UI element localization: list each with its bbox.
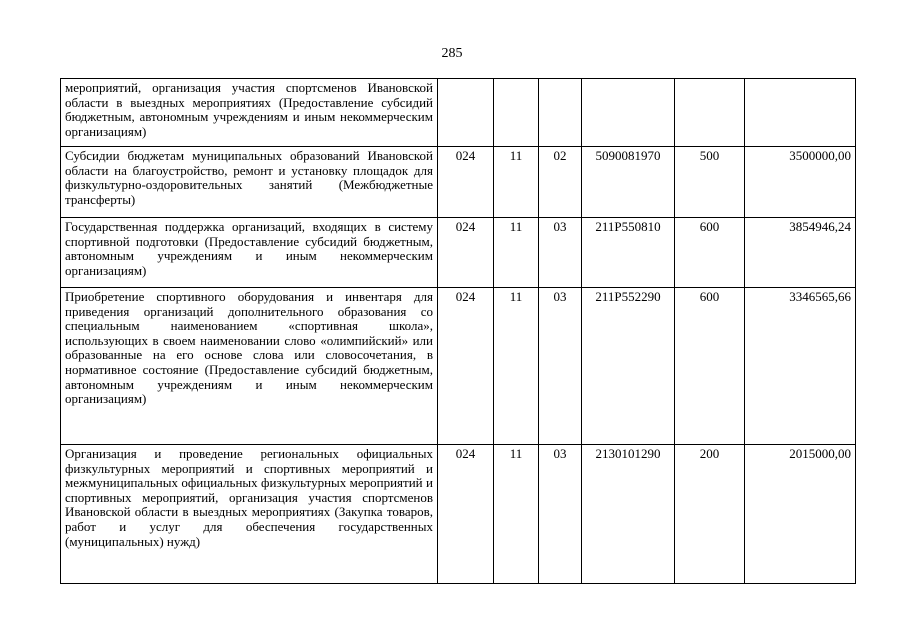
amount (745, 79, 856, 147)
row-description: Приобретение спортивного оборудования и инвентаря для приведения организаций дополнительного образования со специальным наименованием «спортивная школа», использующих в своем наименовании слово «олимпийский» или образованные на его основе слова или словосочетания, в нормативное состояние (Предоставление субсидий бюджетным, автономным учреждениям и иным некоммерческим организациям) (61, 288, 438, 445)
section-code: 11 (494, 445, 539, 584)
row-description: мероприятий, организация участия спортсменов Ивановской области в выездных мероприятиях (Предоставление субсидий бюджетным, автономным учреждениям и иным некоммерческим организациям) (61, 79, 438, 147)
table-row (61, 218, 856, 288)
amount: 2015000,00 (745, 445, 856, 584)
table-row (61, 288, 856, 445)
target-code: 5090081970 (582, 147, 675, 218)
expense-type-code: 600 (675, 288, 745, 445)
row-description: Организация и проведение региональных официальных физкультурных мероприятий и спортивных мероприятий и межмуниципальных официальных физкультурных мероприятий и спортивных мероприятий, организация участия спортсменов Ивановской области в выездных мероприятиях (Закупка товаров, работ и услуг для обеспечения государственных (муниципальных) нужд) (61, 445, 438, 584)
table-row (61, 79, 856, 147)
section-code (494, 79, 539, 147)
ministry-code: 024 (438, 147, 494, 218)
expense-type-code: 500 (675, 147, 745, 218)
amount: 3854946,24 (745, 218, 856, 288)
ministry-code (438, 79, 494, 147)
subsection-code: 03 (539, 445, 582, 584)
row-description: Субсидии бюджетам муниципальных образований Ивановской области на благоустройство, ремонт и установку площадок для физкультурно-оздоровительных занятий (Межбюджетные трансферты) (61, 147, 438, 218)
ministry-code: 024 (438, 218, 494, 288)
expense-type-code: 200 (675, 445, 745, 584)
subsection-code (539, 79, 582, 147)
section-code: 11 (494, 218, 539, 288)
table-row (61, 147, 856, 218)
ministry-code: 024 (438, 288, 494, 445)
page-number: 285 (441, 46, 463, 61)
target-code: 211Р550810 (582, 218, 675, 288)
target-code: 2130101290 (582, 445, 675, 584)
target-code: 211Р552290 (582, 288, 675, 445)
amount: 3346565,66 (745, 288, 856, 445)
subsection-code: 03 (539, 218, 582, 288)
target-code (582, 79, 675, 147)
ministry-code: 024 (438, 445, 494, 584)
budget-table (60, 78, 856, 584)
subsection-code: 02 (539, 147, 582, 218)
section-code: 11 (494, 147, 539, 218)
section-code: 11 (494, 288, 539, 445)
table-row (61, 445, 856, 584)
expense-type-code: 600 (675, 218, 745, 288)
subsection-code: 03 (539, 288, 582, 445)
expense-type-code (675, 79, 745, 147)
amount: 3500000,00 (745, 147, 856, 218)
row-description: Государственная поддержка организаций, входящих в систему спортивной подготовки (Предоставление субсидий бюджетным, автономным учреждениям и иным некоммерческим организациям) (61, 218, 438, 288)
